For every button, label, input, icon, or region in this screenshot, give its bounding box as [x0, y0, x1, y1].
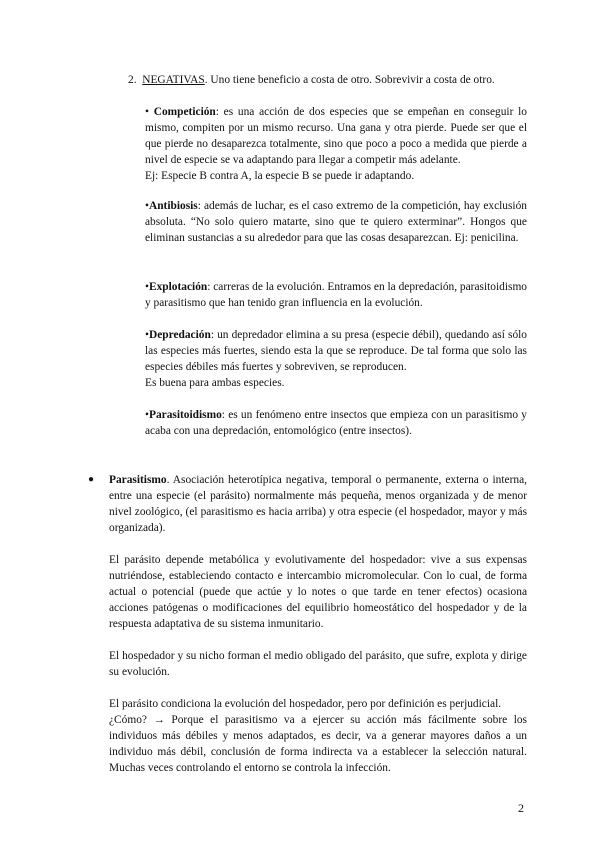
competicion-text: : es una acción de dos especies que se empeñan en conseguir lo mismo, compiten por un mismo recurso. Una gana y otra pierde. Puede ser que el que pierde no desaparezca totalmente, sino que poco a poco a medida que pierde a nivel de especie se va adaptando para llegar a competir más adelante.: [145, 106, 527, 166]
parasitismo-paragraph-2: El parásito depende metabólica y evolutivamente del hospedador: vive a sus expensas nutriéndose, estableciendo contacto e intercambio micromolecular. Con lo cual, de forma actual o potencial (puede que actúe y lo notes o que tarde en tener efectos) ocasiona acciones patógenas o modificaciones del equilibrio homeostático del hospedador y de la respuesta adaptativa de su sistema inmunitario.: [109, 554, 527, 630]
negativas-line: [128, 72, 548, 88]
explotacion-term: Explotación: [149, 281, 208, 293]
bullet: •: [145, 200, 149, 212]
bullet: •: [145, 329, 149, 341]
competicion-paragraph: [145, 104, 527, 184]
competicion-term: Competición: [153, 106, 216, 118]
parasitismo-paragraph-3: El hospedador y su nicho forman el medio obligado del parásito, que sufre, explota y dirige su evolución.: [109, 650, 527, 678]
depredacion-paragraph: [145, 327, 527, 391]
negativas-term: NEGATIVAS: [142, 74, 205, 86]
parasitismo-p4-rest: ¿Cómo? → Porque el parasitismo va a ejercer su acción más fácilmente sobre los individuos más débiles y menos adaptados, es decir, va a generar mayores daños a un individuo más débil, conclusión de forma indirecta va a establecer la selección natural. Muchas veces controlando el entorno se controla la infección.: [109, 714, 527, 774]
parasitismo-paragraph: [109, 472, 527, 536]
bullet: •: [145, 106, 149, 118]
antibiosis-paragraph: [145, 198, 527, 246]
parasitismo-text: . Asociación heterotípica negativa, temporal o permanente, externa o interna, entre una especie (el parásito) normalmente más pequeña, menos organizada y de menor nivel zoológico, (el parasitismo es hacia arriba) y otra especie (el hospedador, mayor y más organizada).: [109, 474, 527, 534]
page-number: 2: [518, 801, 524, 815]
depredacion-text: : un depredador elimina a su presa (especie débil), quedando así sólo las especies más fuertes, siendo esta la que se reproduce. De tal forma que solo las especies débiles más fuertes y sobreviven, se reproducen.: [145, 329, 527, 373]
negativas-text: . Uno tiene beneficio a costa de otro. Sobrevivir a costa de otro.: [204, 74, 495, 86]
parasitismo-paragraph-4: [109, 696, 527, 776]
parasitismo-term: Parasitismo: [109, 474, 167, 486]
parasitismo-bullet: ●: [88, 474, 95, 485]
antibiosis-text: : además de luchar, es el caso extremo de la competición, hay exclusión absoluta. “No solo quiero matarte, sino que te quiero exterminar”. Hongos que eliminan sustancias a su alrededor para que las cosas desaparezcan. Ej: penicilina.: [145, 200, 527, 244]
parasitoidismo-paragraph: [145, 407, 527, 439]
depredacion-term: Depredación: [149, 329, 211, 341]
explotacion-paragraph: [145, 279, 527, 311]
list-number: 2.: [128, 74, 137, 86]
parasitoidismo-term: Parasitoidismo: [149, 409, 222, 421]
depredacion-extra: Es buena para ambas especies.: [145, 377, 285, 389]
competicion-example: Ej: Especie B contra A, la especie B se puede ir adaptando.: [145, 170, 415, 182]
parasitoidismo-text: : es un fenómeno entre insectos que empieza con un parasitismo y acaba con una depredación, entomológico (entre insectos).: [145, 409, 527, 437]
bullet: •: [145, 409, 149, 421]
parasitismo-p4-line1: El parásito condiciona la evolución del hospedador, pero por definición es perjudicial.: [109, 698, 502, 710]
antibiosis-term: Antibiosis: [149, 200, 198, 212]
explotacion-text: : carreras de la evolución. Entramos en la depredación, parasitoidismo y parasitismo que han tenido gran influencia en la evolución.: [145, 281, 528, 309]
bullet: •: [145, 281, 149, 293]
